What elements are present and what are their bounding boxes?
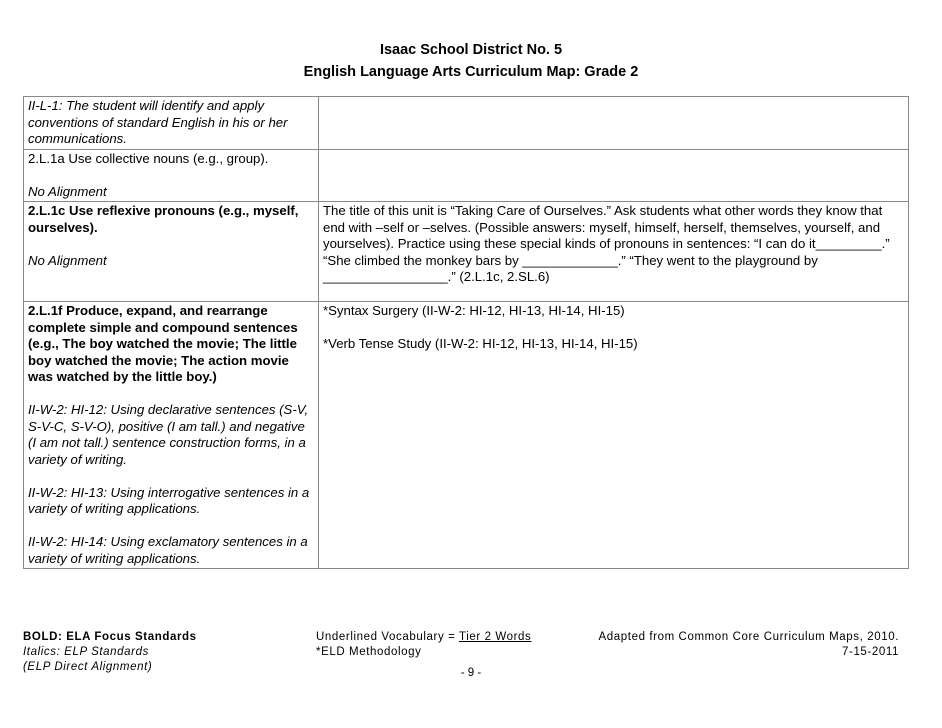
activity-item: *Verb Tense Study (II-W-2: HI-12, HI-13, HI-14, HI-15) xyxy=(323,336,638,351)
table-row xyxy=(24,97,909,150)
focus-standard-text: 2.L.1f Produce, expand, and rearrange complete simple and compound sentences (e.g., The boy watched the movie; The little boy watched the movie; The action movie was watched by the little boy.) xyxy=(28,303,298,384)
elp-standard-text: II-W-2: HI-12: Using declarative sentences (S-V, S-V-C, S-V-O), positive (I am tall.) and negative (I am not tall.) sentence construction forms, in a variety of writing. xyxy=(28,402,309,467)
elp-standard-text: II-W-2: HI-13: Using interrogative sentences in a variety of writing applications. xyxy=(28,484,310,516)
page-number: - 9 - xyxy=(460,667,482,679)
standard-cell xyxy=(24,149,319,202)
underlined-legend: Underlined Vocabulary = xyxy=(316,631,460,643)
alignment-note: No Alignment xyxy=(28,183,107,199)
focus-standard-text: 2.L.1c Use reflexive pronouns (e.g., myself, ourselves). xyxy=(28,203,299,235)
bold-legend: BOLD: ELA Focus Standards xyxy=(23,631,197,643)
curriculum-map-title: English Language Arts Curriculum Map: Grade 2 xyxy=(303,64,639,80)
footer-source xyxy=(599,630,899,660)
adapted-from: Adapted from Common Core Curriculum Maps, 2010. xyxy=(598,631,899,643)
activity-cell xyxy=(319,302,909,569)
table-row xyxy=(24,302,909,569)
activity-text: The title of this unit is “Taking Care of Ourselves.” Ask students what other words they know that end with –self or –selves. (Possible answers: myself, himself, herself, themselves, yourself, and yourselves). Practice using these special kinds of pronouns in sentences: “I can do it_________.” “She climbed the monkey bars by _____________.” “They went to the playground by _________________.” (2.L.1c, 2.SL.6) xyxy=(323,203,890,284)
table-row xyxy=(24,149,909,202)
standard-cell xyxy=(24,302,319,569)
footer-vocabulary xyxy=(316,630,531,660)
activity-cell xyxy=(319,97,909,150)
district-title: Isaac School District No. 5 xyxy=(379,42,563,58)
curriculum-table xyxy=(23,96,909,569)
activity-cell xyxy=(319,202,909,302)
italic-legend: Italics: ELP Standards xyxy=(23,646,149,658)
standard-cell xyxy=(24,202,319,302)
revision-date: 7-15-2011 xyxy=(842,646,899,658)
activity-cell xyxy=(319,149,909,202)
eld-methodology: *ELD Methodology xyxy=(316,646,422,658)
elp-standard-cell: II-L-1: The student will identify and apply conventions of standard English in his or her communications. xyxy=(24,97,319,150)
alignment-note: No Alignment xyxy=(28,252,107,268)
elp-direct-legend: (ELP Direct Alignment) xyxy=(23,661,153,673)
activity-item: *Syntax Surgery (II-W-2: HI-12, HI-13, HI-14, HI-15) xyxy=(323,303,625,318)
elp-standard-text: II-W-2: HI-14: Using exclamatory sentences in a variety of writing applications. xyxy=(28,534,308,566)
tier2-term: Tier 2 Words xyxy=(459,631,532,643)
table-row xyxy=(24,202,909,302)
standard-text: 2.L.1a Use collective nouns (e.g., group). xyxy=(28,150,269,166)
